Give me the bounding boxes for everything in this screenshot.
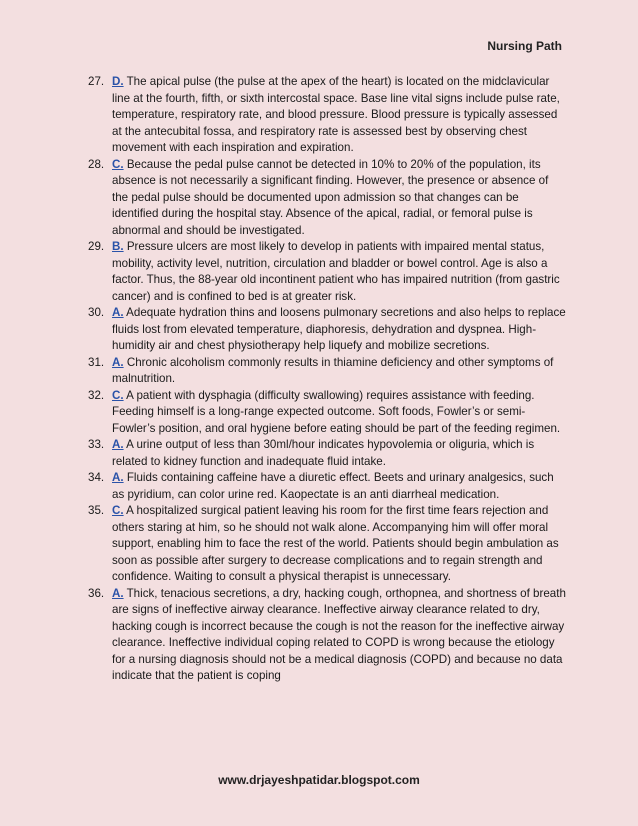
answer-letter: C.	[112, 504, 124, 517]
answer-letter: A.	[112, 586, 124, 600]
answer-letter: A.	[112, 355, 124, 369]
item-body	[112, 388, 566, 438]
answer-letter: D.	[112, 75, 124, 88]
answer-item-34	[88, 470, 566, 503]
rationale-text: Pressure ulcers are most likely to develop in patients with impaired mental status, mobility, activity level, nutrition, circulation and bladder or bowel control. Age is also a factor. Thus, the 88-year old incontinent patient who has impaired nutrition (from gastric cancer) and is confined to bed is at greater risk.	[112, 240, 560, 303]
rationale-text: A hospitalized surgical patient leaving his room for the first time fears rejection and others staring at him, so he should not walk alone. Accompanying him will offer moral support, enabling him to face the rest of the world. Patients should begin ambulation as soon as possible after surgery to decrease complications and to regain strength and confidence. Waiting to consult a physical therapist is unnecessary.	[112, 504, 559, 583]
item-body	[112, 470, 566, 503]
answer-item-31	[88, 355, 566, 388]
rationale-text: Fluids containing caffeine have a diuretic effect. Beets and urinary analgesics, such as pyridium, can color urine red. Kaopectate is an anti diarrheal medication.	[112, 471, 554, 501]
item-body	[112, 355, 566, 388]
item-body	[112, 503, 566, 586]
rationale-text: Chronic alcoholism commonly results in thiamine deficiency and other symptoms of malnutrition.	[112, 355, 554, 385]
answer-item-35	[88, 503, 566, 586]
item-body	[112, 305, 566, 355]
item-body	[112, 437, 566, 470]
item-number: 31.	[88, 355, 105, 369]
answer-item-29	[88, 239, 566, 305]
answer-item-32	[88, 388, 566, 438]
item-number: 27.	[88, 75, 105, 88]
item-number: 28.	[88, 157, 105, 171]
answer-item-36	[88, 586, 566, 685]
answer-item-28	[88, 157, 566, 240]
rationale-text: A urine output of less than 30ml/hour indicates hypovolemia or oliguria, which is related to kidney function and inadequate fluid intake.	[112, 438, 535, 468]
rationale-text: The apical pulse (the pulse at the apex of the heart) is located on the midclavicular line at the fourth, fifth, or sixth intercostal space. Base line vital signs include pulse rate, temperature, respiratory rate, and blood pressure. Blood pressure is typically assessed at the antecubital fossa, and respiratory rate is assessed best by observing chest movement with each inspiration and expiration.	[112, 75, 560, 154]
page-header-title: Nursing Path	[487, 39, 562, 53]
answer-letter: A.	[112, 306, 124, 319]
rationale-text: Because the pedal pulse cannot be detected in 10% to 20% of the population, its absence is not necessarily a significant finding. However, the presence or absence of the pedal pulse should be documented upon admission so that changes can be identified during the hospital stay. Absence of the apical, radial, or femoral pulse is abnormal and should be investigated.	[112, 157, 549, 237]
item-number: 30.	[88, 306, 105, 319]
answer-letter: A.	[112, 438, 124, 451]
item-number: 32.	[88, 388, 105, 402]
rationale-text: Adequate hydration thins and loosens pulmonary secretions and also helps to replace fluids lost from elevated temperature, diaphoresis, dehydration and dyspnea. High- humidity air and chest physiotherapy help liquefy and mobilize secretions.	[112, 306, 566, 352]
item-body	[112, 239, 566, 305]
rationale-text: Thick, tenacious secretions, a dry, hacking cough, orthopnea, and shortness of breath are signs of ineffective airway clearance. Ineffective airway clearance related to dry, hacking cough is incorrect because the cough is not the reason for the ineffective airway clearance. Ineffective individual coping related to COPD is wrong because the etiology for a nursing diagnosis should not be a medical diagnosis (COPD) and because no data indicate that the patient is coping	[112, 586, 566, 682]
answer-list	[88, 74, 566, 685]
answer-letter: B.	[112, 240, 124, 253]
item-number: 34.	[88, 471, 105, 484]
answer-item-27	[88, 74, 566, 157]
answer-letter: A.	[112, 471, 124, 484]
answer-item-33	[88, 437, 566, 470]
item-number: 36.	[88, 586, 105, 600]
item-body	[112, 586, 566, 685]
answer-letter: C.	[112, 388, 124, 402]
answer-letter: C.	[112, 157, 124, 171]
rationale-text: A patient with dysphagia (difficulty swallowing) requires assistance with feeding. Feeding himself is a long-range expected outcome. Soft foods, Fowler’s or semi-Fowler’s position, and oral hygiene before eating should be part of the feeding regimen.	[112, 388, 561, 435]
item-number: 29.	[88, 240, 105, 253]
item-body	[112, 157, 566, 240]
footer-url: www.drjayeshpatidar.blogspot.com	[218, 773, 420, 787]
item-number: 35.	[88, 504, 105, 517]
answer-item-30	[88, 305, 566, 355]
item-number: 33.	[88, 438, 105, 451]
item-body	[112, 74, 566, 157]
